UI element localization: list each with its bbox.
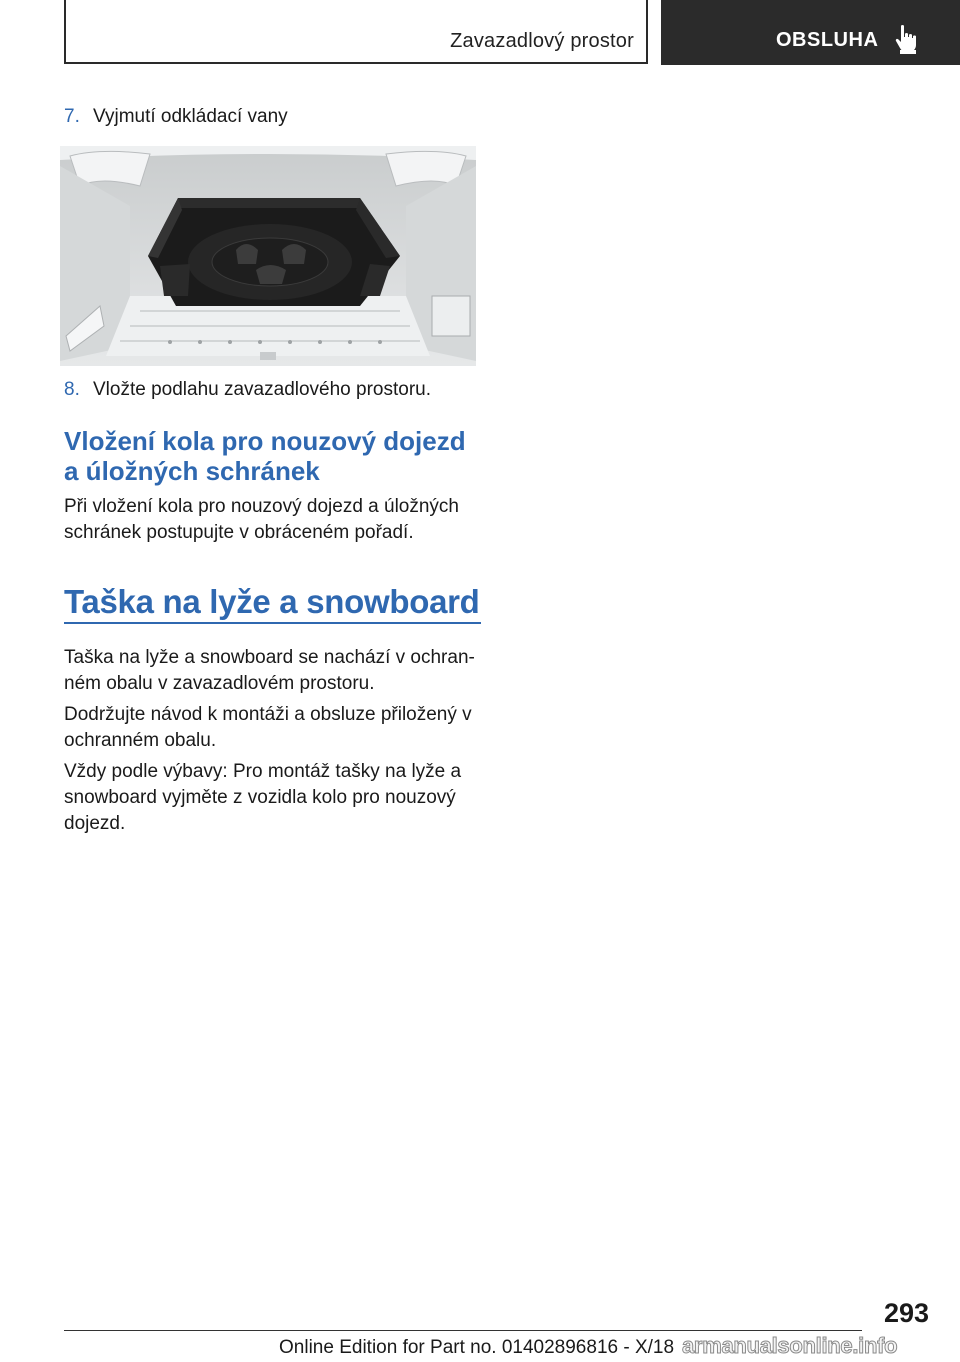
- step-7: [64, 106, 288, 128]
- subsection-paragraph: Při vložení kola pro nouzový dojezd a úložných schránek postupujte v obráceném pořadí.: [64, 496, 460, 543]
- step-text: Vyjmutí odkládací vany: [93, 106, 288, 127]
- footer-edition-text: Online Edition for Part no. 01402896816 - X/18: [279, 1337, 675, 1358]
- chapter-tab-label: OBSLUHA: [776, 29, 879, 51]
- step-number: 7.: [64, 106, 80, 127]
- trunk-storage-tray-photo: [60, 146, 476, 366]
- step-text: Vložte podlahu zavazadlového prostoru.: [93, 379, 432, 400]
- step-8: [64, 379, 431, 401]
- footer-rule: [64, 1330, 862, 1331]
- section-paragraph: Vždy podle výbavy: Pro montáž tašky na lyže a snowboard vyjměte z vozidla kolo pro nouzový dojezd.: [64, 761, 462, 834]
- page-number: 293: [883, 1298, 929, 1328]
- hand-pointer-icon: [894, 24, 920, 54]
- section-title: Zavazadlový prostor: [450, 30, 634, 52]
- header-section-box: [64, 0, 648, 64]
- section-heading: Taška na lyže a snowboard: [64, 583, 480, 620]
- subsection-heading: Vložení kola pro nouzový dojezd a úložných schránek: [64, 426, 466, 486]
- section-heading-rule: [64, 622, 481, 624]
- chapter-tab[interactable]: [661, 0, 960, 65]
- footer-watermark: armanualsonline.info: [682, 1333, 898, 1358]
- section-paragraph: Taška na lyže a snowboard se nachází v ochranném obalu v zavazadlovém prostoru.: [64, 647, 475, 694]
- trunk-illustration: [60, 146, 476, 366]
- step-number: 8.: [64, 379, 80, 400]
- section-paragraph: Dodržujte návod k montáži a obsluze přiložený v ochranném obalu.: [64, 704, 472, 751]
